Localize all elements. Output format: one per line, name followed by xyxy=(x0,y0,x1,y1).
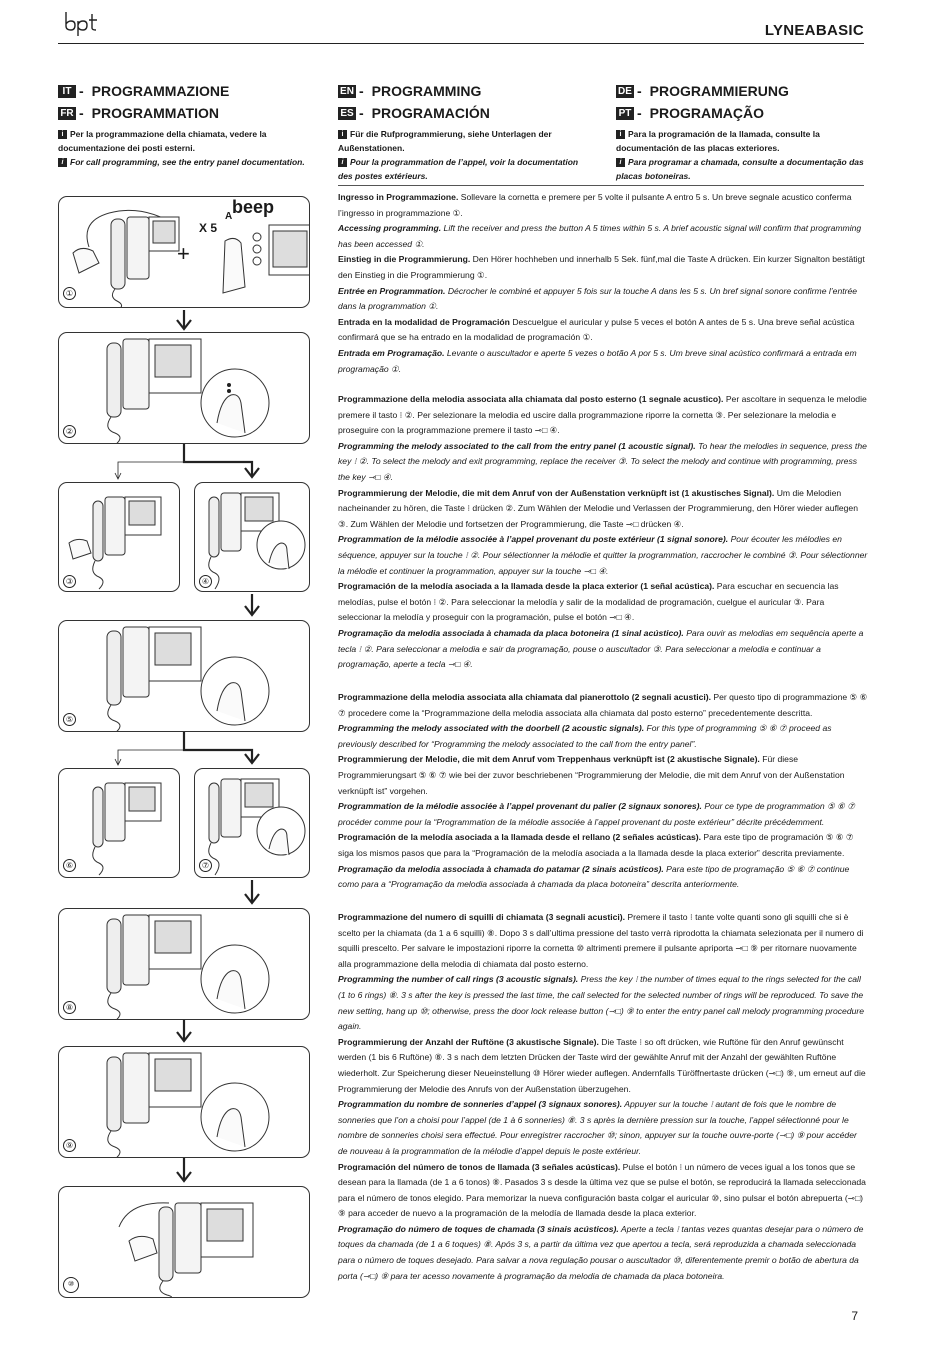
step-number: ⑥ xyxy=(63,859,76,872)
step-number: ⑧ xyxy=(63,1001,76,1014)
info-icon: i xyxy=(58,130,67,139)
heading-title: PROGRAMAÇÃO xyxy=(649,105,765,121)
step-number: ⑤ xyxy=(63,713,76,726)
lang-code: PT xyxy=(616,107,634,120)
plus-sign: + xyxy=(177,241,190,266)
heading-title: PROGRAMACIÓN xyxy=(371,105,490,121)
section-rule xyxy=(338,185,864,186)
page-number: 7 xyxy=(851,1309,858,1323)
info-icon: i xyxy=(338,130,347,139)
step-number: ⑦ xyxy=(199,859,212,872)
lang-code: EN xyxy=(338,85,356,98)
beep-label: beep xyxy=(232,197,275,217)
heading-col-it-fr: IT - PROGRAMMAZIONE FR - PROGRAMMATION i Per la programmazione della chiamata, vedere la documentazione dei posti esterni. i For call programming, see the entry panel documentation. xyxy=(58,80,318,169)
product-name: LYNEABASIC xyxy=(764,22,864,39)
press-count-label: X 5 xyxy=(199,221,218,235)
heading-title: PROGRAMMAZIONE xyxy=(91,83,230,99)
section-melody-entry-panel: Programmazione della melodia associata alla chiamata dal posto esterno (1 segnale acustico). Per ascoltare in sequenza le melodie premere il tasto ⁝ ②. Per selezionare la melodia ed uscire dalla programmazione riporre la cornetta ③. Per selezionare la melodia e proseguire con la programmazione premere il tasto ⊸□ ④. Programming the melody associated to the call from the entry panel (1 acoustic signal). To hear the melodies in sequence, press the key ⁝ ②. To select the melody and exit programming, replace the receiver ③. To select the melody and continue with programming, press the key ⊸□ ④. Programmierung der Melodie, die mit dem Anruf von der Außenstation verknüpft ist (1 akustisches Signal). Um die Melodien nacheinander zu hören, die Taste ⁝ drücken ②. Zum Wählen der Melodie und Verlassen der Programmierung, den Hörer wieder auflegen ③. Zum Wählen der Melodie und fortsetzen der Programmierung, die Taste ⊸□ drücken ④. Programmation de la mélodie associée à l’appel provenant du poste extérieur (1 signal sonore). Pour écouter les mélodies en séquence, appuyer sur la touche ⁝ ②. Pour sélectionner la mélodie et quitter la programmation, raccrocher le combiné ③. Pour sélectionner la mélodie et continuer la programmation, appuyer sur la touche ⊸□ ④. Programación de la melodía asociada a la llamada desde la placa exterior (1 señal acústica). Para escuchar en secuencia las melodías, pulse el botón ⁝ ②. Para seleccionar la melodía y salir de la modalidad de programación, cuelgue el auricular ③. Para seleccionar la melodía y proseguir con la programación, pulse el botón ⊸□ ④. Programação da melodia associada à chamada da placa botoneira (1 sinal acústico). Para ouvir as melodias em sequência aperte a tecla ⁝ ②. Para seleccionar a melodia e sair da programação, pouse o auscultador ③. Para seleccionar a melodia e continuar a programação, aperte a tecla ⊸□ ④. xyxy=(338,394,868,670)
flow-arrows xyxy=(0,0,330,1353)
heading-notes: i Para la programación de la llamada, consulte la documentación de las placas exteriores. i Para programar a chamada, consulte a documentação das placas botoneiras. xyxy=(616,129,864,181)
step-number: ③ xyxy=(63,575,76,588)
info-icon: i xyxy=(616,158,625,167)
heading-notes: i Per la programmazione della chiamata, vedere la documentazione dei posti esterni. i For call programming, see the entry panel documentation. xyxy=(58,129,305,167)
heading-title: PROGRAMMIERUNG xyxy=(649,83,789,99)
lang-code: ES xyxy=(338,107,356,120)
lang-code: DE xyxy=(616,85,634,98)
step-number: ⑨ xyxy=(63,1139,76,1152)
section-melody-landing: Programmazione della melodia associata alla chiamata dal pianerottolo (2 segnali acustici). Per questo tipo di programmazione ⑤ ⑥ ⑦ procedere come la “Programmazione della melodia associata alla chiamata dal posto esterno” precedentemente descritta. Programming the melody associated with the doorbell (2 acoustic signals). For this type of programming ⑤ ⑥ ⑦ proceed as previously described for “Programming the melody associated to the call from the entry panel”. Programmierung der Melodie, die mit dem Anruf vom Treppenhaus verknüpft ist (2 akustische Signale). Für diese Programmierungsart ⑤ ⑥ ⑦ wie bei der zuvor beschriebenen “Programmierung der Melodie, die mit dem Anruf von der Außenstation verknüpft ist” vorgehen. Programmation de la mélodie associée à l’appel provenant du palier (2 signaux sonores). Pour ce type de programmation ⑤ ⑥ ⑦ procéder comme pour la “Programmation de la mélodie associée à l’appel provenant du poste extérieur” décrite précédemment. Programación de la melodía asociada a la llamada desde el rellano (2 señales acústicas). Para este tipo de programación ⑤ ⑥ ⑦ siga los mismos pasos que para la “Programación de la melodía asociada a la llamada desde la placa exterior” descrita previamente. Programação da melodia associada à chamada do patamar (2 sinais acústicos). Para este tipo de programação ⑤ ⑥ ⑦ continue como para a “Programação da melodia associada à chamada da placa botoneira” descrita anteriormente. xyxy=(338,692,868,890)
section-number-of-rings: Programmazione del numero di squilli di chiamata (3 segnali acustici). Premere il tasto ⁝ tante volte quanti sono gli squilli che si è scelto per la chiamata (da 1 a 6 squilli) ⑧. Dopo 3 s dall’ultima pressione del tasto verrà riprodotta la chiamata selezionata per il numero di squilli prescelto. Per salvare le impostazioni riporre la cornetta ⑩ altrimenti premere il pulsante apriporta ⊸□ ⑨ per ritornare nuovamente alla programmazione della melodia di chiamata dal posto esterno. Programming the number of call rings (3 acoustic signals). Press the key ⁝ the number of times equal to the rings selected for the call (1 to 6 rings) ⑧. 3 s after the key is pressed the last time, the call selected for the selected number of rings will be reproduced. To save the new setting, hang up ⑩; otherwise, press the door lock release button (⊸□) ⑨ to enter the entry panel call melody programming procedure again. Programmierung der Anzahl der Ruftöne (3 akustische Signale). Die Taste ⁝ so oft drücken, wie Ruftöne für den Anruf gewünscht werden (1 bis 6 Ruftöne) ⑧. 3 s nach dem letzten Drücken der Taste wird der gewählte Anruf mit der Anzahl der gewählten Ruftöne wiederholt. Zur Speicherung dieser Neueinstellung ⑩ Hörer wieder auflegen. Andernfalls Türöffnertaste drücken (⊸□) ⑨, um erneut auf die Programmierung der Melodie des Anrufs von der Außenstation überzugehen. Programmation du nombre de sonneries d’appel (3 signaux sonores). Appuyer sur la touche ⁝ autant de fois que le nombre de sonneries que l’on a choisi pour l’appel (de 1 à 6 sonneries) ⑧. 3 s après la dernière pression sur la touche, l’appel sélectionné pour le nombre de sonneries choisi sera effectué. Pour enregistrer raccrocher ⑩; sinon, appuyer sur la touche ouvre-porte (⊸□) ⑨ pour accéder de nouveau à la programmation de la mélodie d’appel depuis le poste extérieur. Programación del número de tonos de llamada (3 señales acústicas). Pulse el botón ⁝ un número de veces igual a los tonos que se desean para la llamada (de 1 a 6 tonos) ⑧. Pasados 3 s desde la última vez que se pulse el botón, se reproducirá la llamada seleccionada para el número de tonos elegido. Para memorizar la nueva configuración basta colgar el auricular ⑩, sino pulsar el botón abrepuerta (⊸□) ⑨ para acceder de nuevo a la programación de la melodía de llamada desde la placa exterior. Programação do número de toques de chamada (3 sinais acústicos). Aperte a tecla ⁝ tantas vezes quantas desejar para o número de toques da chamada (de 1 a 6 toques) ⑧. Após 3 s, a partir da última vez que apertou a tecla, será reproduzida a chamada seleccionada para o número de toques desejado. Para salvar a nova regulação pousar o auscultador ⑩, diferentemente premir o botão de abertura da porta (⊸□) ⑨ para ter acesso novamente à programação da melodia de chamada da placa botoneira. xyxy=(338,912,866,1281)
step-number: ④ xyxy=(199,575,212,588)
heading-col-de-pt: DE - PROGRAMMIERUNG PT - PROGRAMAÇÃO i Para la programación de la llamada, consulte la documentación de las placas exteriores. i Para programar a chamada, consulte a documentação das placas botoneiras. xyxy=(616,80,868,183)
step-number: ② xyxy=(63,425,76,438)
heading-col-en-es: EN - PROGRAMMING ES - PROGRAMACIÓN i Für die Rufprogrammierung, siehe Unterlagen der Außenstationen. i Pour la programmation de l’appel, voir la documentation des postes extérieurs. xyxy=(338,80,594,183)
step-number: ① xyxy=(63,287,76,300)
key-a-label: A xyxy=(225,211,233,222)
heading-title: PROGRAMMING xyxy=(371,83,482,99)
lang-code: FR xyxy=(58,107,76,120)
info-icon: i xyxy=(616,130,625,139)
lang-code: IT xyxy=(58,85,76,98)
info-icon: i xyxy=(58,158,67,167)
heading-notes: i Für die Rufprogrammierung, siehe Unterlagen der Außenstationen. i Pour la programmation de l’appel, voir la documentation des postes extérieurs. xyxy=(338,129,579,181)
info-icon: i xyxy=(338,158,347,167)
heading-title: PROGRAMMATION xyxy=(91,105,219,121)
section-entering-programming: Ingresso in Programmazione. Sollevare la cornetta e premere per 5 volte il pulsante A entro 5 s. Un breve segnale acustico conferma l’ingresso in programmazione ①. Accessing programming. Lift the receiver and press the button A 5 times within 5 s. A brief acoustic signal will confirm that programming has been accessed ①. Einstieg in die Programmierung. Den Hörer hochheben und innerhalb 5 Sek. fünf,mal die Taste A drücken. Ein kurzer Signalton bestätigt den Einstieg in die Programmierung ①. Entrée en Programmation. Décrocher le combiné et appuyer 5 fois sur la touche A dans les 5 s. Un bref signal sonore confirme l’entrée dans la programmation ①. Entrada en la modalidad de Programación Descuelgue el auricular y pulse 5 veces el botón A antes de 5 s. Una breve señal acústica confirmará que se ha entrado en la modalidad de programación ①. Entrada em Programação. Levante o auscultador e aperte 5 vezes o botão A por 5 s. Um breve sinal acústico confirmará a entrada em programação ①. xyxy=(338,192,865,374)
step-number: ⑩ xyxy=(63,1277,79,1293)
